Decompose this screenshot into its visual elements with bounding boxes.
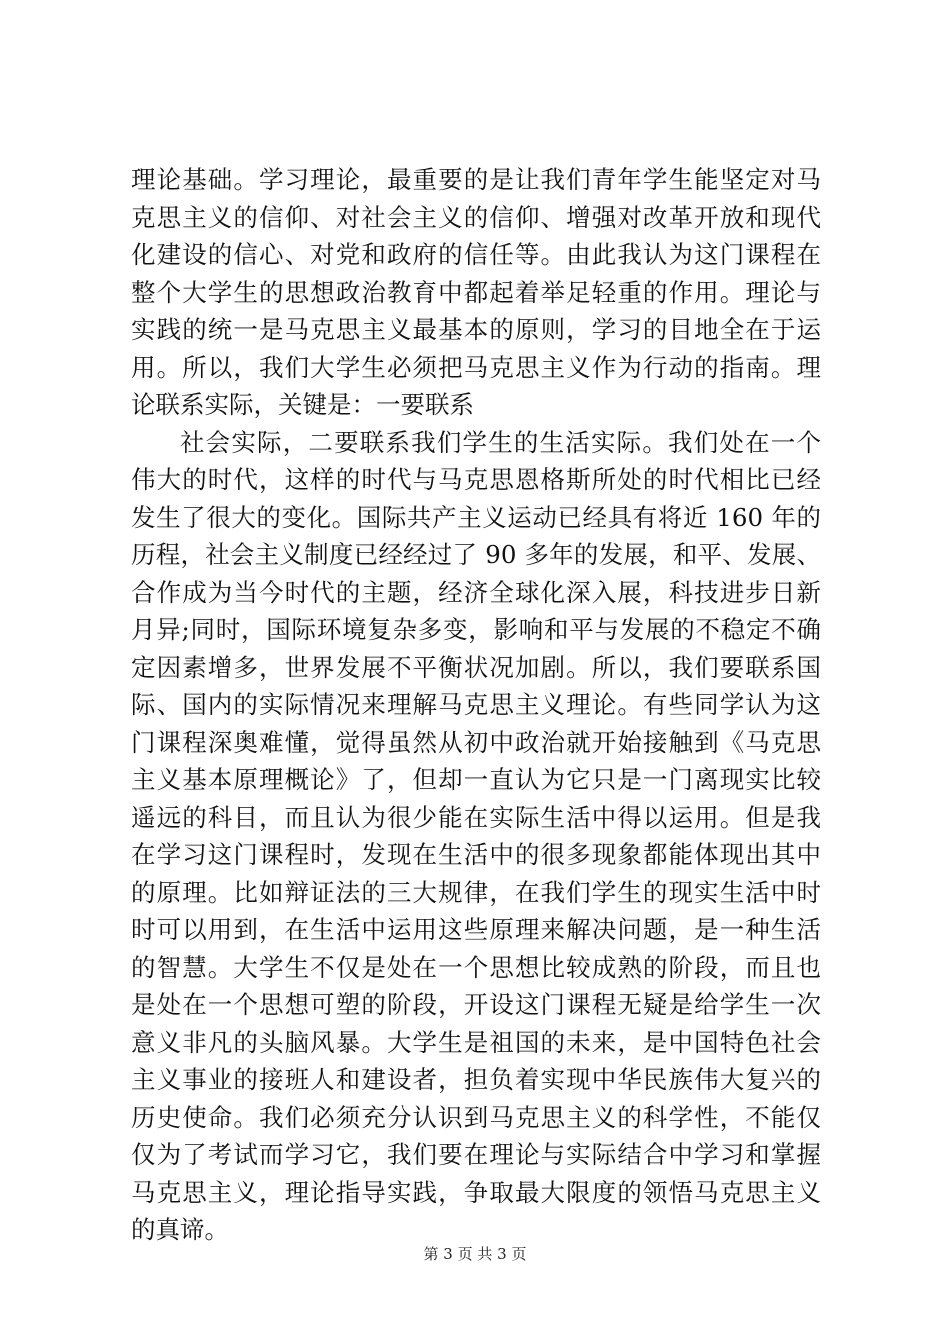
text-line: 社会实际，二要联系我们学生的生活实际。我们处在一个: [180, 427, 821, 457]
text-line: 合作成为当今时代的主题，经济全球化深入展，科技进步日新: [131, 577, 821, 607]
text-line: 发生了很大的变化。国际共产主义运动已经具有将近 160 年的: [131, 502, 821, 532]
text-line: 的真谛。: [131, 1215, 229, 1244]
text-line: 化建设的信心、对党和政府的信任等。由此我认为这门课程在: [131, 240, 821, 269]
body-text: [131, 161, 821, 1249]
text-line: 实践的统一是马克思主义最基本的原则，学习的目地全在于运: [131, 315, 821, 344]
text-line: 理论基础。学习理论，最重要的是让我们青年学生能坚定对马: [131, 165, 821, 194]
text-line: 伟大的时代，这样的时代与马克思恩格斯所处的时代相比已经: [131, 465, 821, 494]
page-number-label: 第 3 页 共 3 页: [423, 1245, 527, 1263]
text-line: 论联系实际，关键是：一要联系: [131, 390, 474, 419]
text-line: 整个大学生的思想政治教育中都起着举足轻重的作用。理论与: [131, 277, 821, 307]
text-line: 是处在一个思想可塑的阶段，开设这门课程无疑是给学生一次: [131, 990, 821, 1019]
text-line: 用。所以，我们大学生必须把马克思主义作为行动的指南。理: [131, 352, 821, 382]
text-line: 克思主义的信仰、对社会主义的信仰、增强对改革开放和现代: [131, 202, 821, 232]
text-line: 际、国内的实际情况来理解马克思主义理论。有些同学认为这: [131, 690, 821, 719]
text-line: 主义基本原理概论》了，但却一直认为它只是一门离现实比较: [131, 765, 821, 794]
text-line: 定因素增多，世界发展不平衡状况加剧。所以，我们要联系国: [131, 652, 821, 682]
text-line: 月异;同时，国际环境复杂多变，影响和平与发展的不稳定不确: [131, 615, 821, 644]
text-line: 的原理。比如辩证法的三大规律，在我们学生的现实生活中时: [131, 877, 821, 907]
text-line: 门课程深奥难懂，觉得虽然从初中政治就开始接触到《马克思: [131, 727, 821, 757]
text-line: 遥远的科目，而且认为很少能在实际生活中得以运用。但是我: [131, 802, 821, 832]
text-line: 马克思主义，理论指导实践，争取最大限度的领悟马克思主义: [131, 1177, 821, 1207]
text-line: 意义非凡的头脑风暴。大学生是祖国的未来，是中国特色社会: [131, 1027, 821, 1057]
page-footer: [0, 1244, 950, 1264]
text-line: 历程，社会主义制度已经经过了 90 多年的发展，和平、发展、: [131, 540, 821, 569]
text-line: 的智慧。大学生不仅是处在一个思想比较成熟的阶段，而且也: [131, 952, 821, 982]
text-line: 时可以用到，在生活中运用这些原理来解决问题，是一种生活: [131, 915, 821, 944]
text-line: 在学习这门课程时，发现在生活中的很多现象都能体现出其中: [131, 840, 821, 869]
text-line: 历史使命。我们必须充分认识到马克思主义的科学性，不能仅: [131, 1102, 821, 1132]
text-line: 主义事业的接班人和建设者，担负着实现中华民族伟大复兴的: [131, 1065, 821, 1094]
text-line: 仅为了考试而学习它，我们要在理论与实际结合中学习和掌握: [131, 1140, 821, 1169]
